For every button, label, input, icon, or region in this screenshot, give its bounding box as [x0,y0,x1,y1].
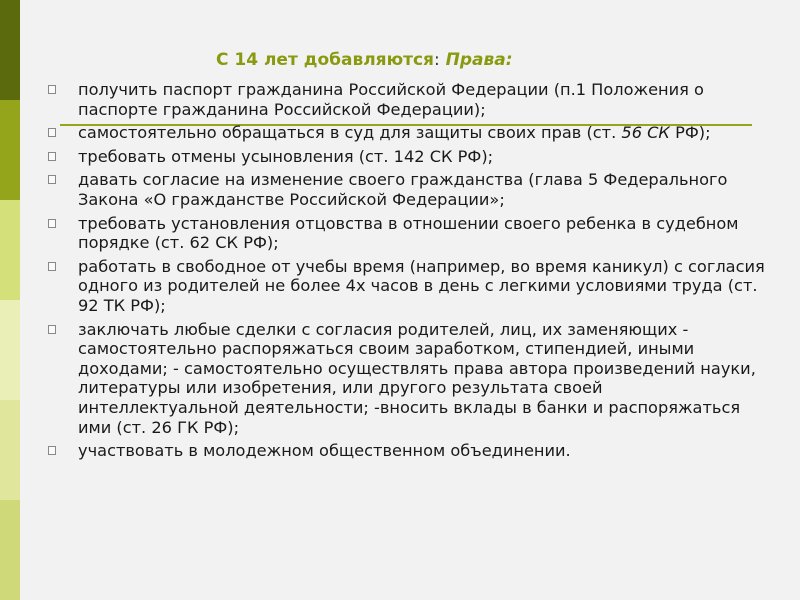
list-item-text: самостоятельно обращаться в суд для защиты своих прав (ст. [78,123,622,143]
list-item-text: давать согласие на изменение своего гражданства (глава 5 Федерального Закона «О гражданстве Российской Федерации»; [78,170,728,209]
list-item-text: участвовать в молодежном общественном объединении. [78,441,571,461]
strip-block [0,500,20,600]
square-bullet-icon [48,175,56,184]
square-bullet-icon [48,325,56,334]
strip-block [0,0,20,100]
title-prefix: С 14 лет добавляются [216,50,434,70]
list-item-text: требовать установления отцовства в отношении своего ребенка в судебном порядке (ст. 62 СК РФ); [78,213,739,253]
square-bullet-icon [48,128,56,137]
list-item [48,170,768,209]
square-bullet-icon [48,262,56,271]
square-bullet-icon [48,446,56,455]
list-item [48,123,768,143]
list-item [48,147,768,167]
square-bullet-icon [48,219,56,228]
list-item-text: работать в свободное от учебы время (например, во время каникул) с согласия одного из родителей не более 4х часов в день с легкими условиями труда (ст. 92 ТК РФ); [78,256,765,315]
list-item-text: требовать отмены усыновления (ст. 142 СК РФ); [78,146,494,166]
list-item-text: получить паспорт гражданина Российской Федерации (п.1 Положения о паспорте гражданина Российской Федерации); [78,80,704,119]
strip-block [0,300,20,400]
list-item-text-end: РФ); [669,123,711,143]
strip-block [0,400,20,500]
strip-block [0,200,20,300]
square-bullet-icon [48,85,56,94]
list-item [48,320,768,438]
list-item [48,257,768,316]
list-item [48,441,768,461]
list-item [48,214,768,253]
rights-list [48,80,768,465]
side-color-strip [0,0,20,600]
slide-title [216,50,513,70]
list-item-text-italic: 56 СК [621,123,670,143]
title-emphasis: Права: [439,50,513,70]
list-item [48,80,768,119]
list-item-text: заключать любые сделки с согласия родителей, лиц, их заменяющих - самостоятельно распоряжаться своим заработком, стипендией, иными доходами; - самостоятельно осуществлять права автора произведений науки, литературы или изобретения, или другого результата своей интеллектуальной деятельности; -вносить вклады в банки и распоряжаться ими (ст. 26 ГК РФ); [78,319,756,437]
title-separator: : [433,50,440,70]
strip-block [0,100,20,200]
square-bullet-icon [48,152,56,161]
